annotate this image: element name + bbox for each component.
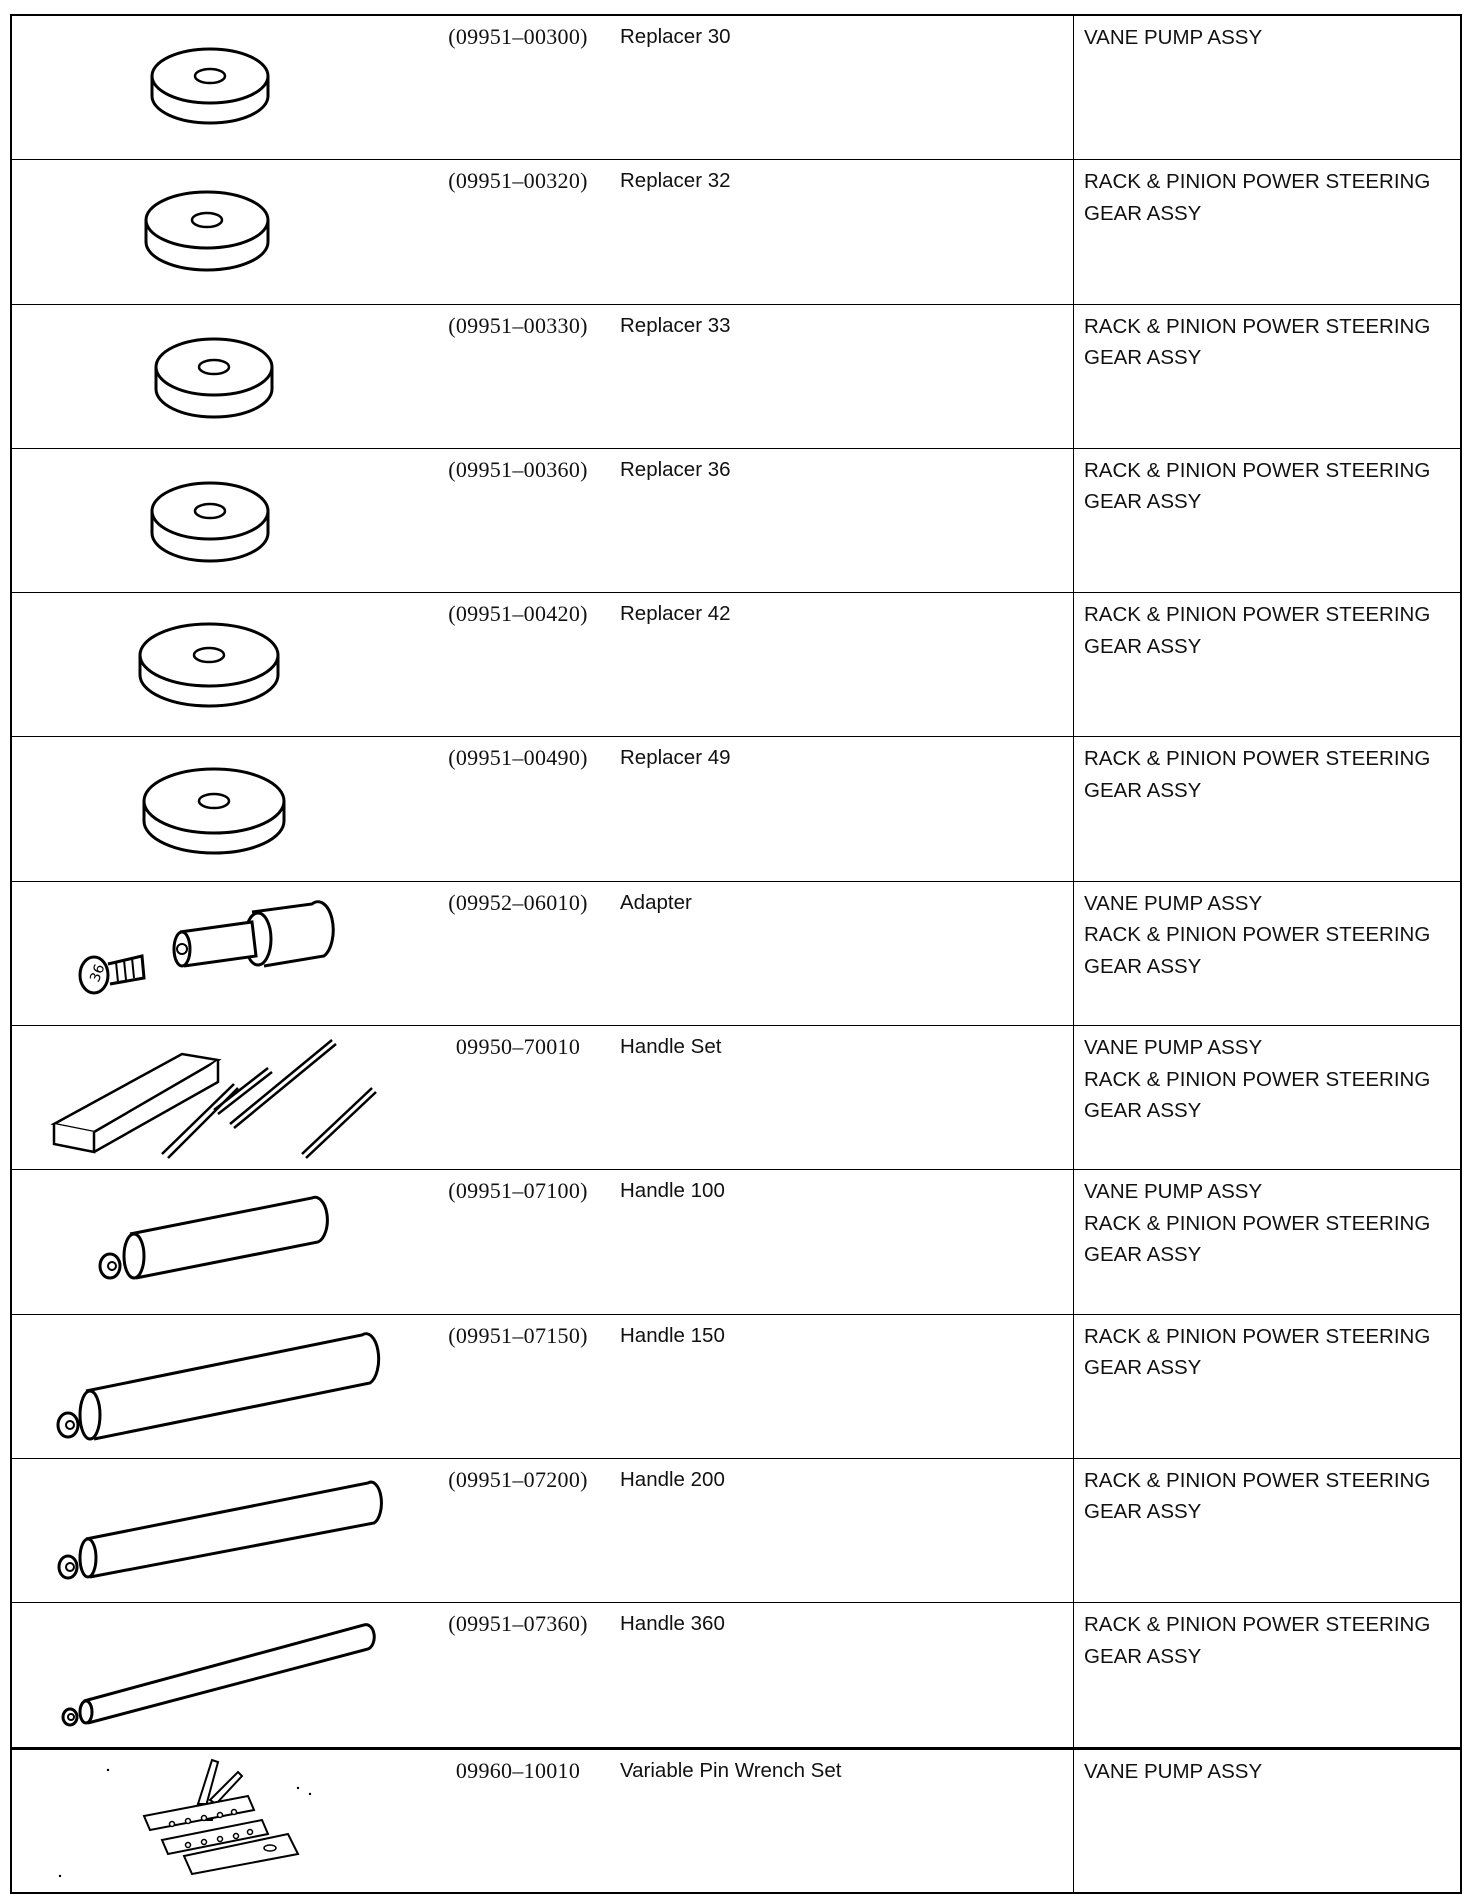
usage-line: GEAR ASSY [1084,634,1202,658]
part-number: (09951–07360) [448,1611,588,1637]
table-row [12,1170,1460,1314]
usage-line: GEAR ASSY [1084,778,1202,802]
tool-name: Replacer 36 [612,449,1074,592]
tool-usage [1074,1750,1460,1892]
tool-name: Adapter [612,882,1074,1025]
part-number: (09951–07100) [448,1178,588,1204]
tool-usage [1074,449,1460,592]
part-number: 09950–70010 [455,1034,581,1060]
table-row [12,1026,1460,1170]
svg-text:36: 36 [87,961,109,985]
part-number: 09960–10010 [455,1757,581,1783]
part-number: (09951–00320) [448,168,588,194]
tool-name: Replacer 33 [612,305,1074,448]
usage-line: GEAR ASSY [1084,1644,1202,1668]
table-row [12,16,1460,160]
tool-name: Replacer 49 [612,737,1074,880]
replacer-disc-icon [12,449,424,593]
tool-usage [1074,1315,1460,1458]
tool-usage [1074,882,1460,1025]
handle-icon [12,1315,424,1459]
table-row [12,737,1460,881]
usage-line: RACK & PINION POWER STEERING [1084,170,1431,194]
tool-usage [1074,737,1460,880]
table-row [12,1748,1460,1892]
table-row [12,882,1460,1026]
usage-line: GEAR ASSY [1084,954,1202,978]
tool-name: Handle 150 [612,1315,1074,1458]
usage-line: GEAR ASSY [1084,1099,1202,1123]
adapter-icon [12,882,424,1026]
tool-illustration [12,1750,424,1892]
handle-icon [12,1603,424,1747]
handle-icon [12,1459,424,1603]
tool-usage [1074,305,1460,448]
part-number: (09951–07200) [448,1466,588,1492]
tool-usage [1074,1170,1460,1313]
replacer-disc-icon [12,16,424,160]
usage-line: VANE PUMP ASSY [1084,1180,1263,1204]
table-row [12,1315,1460,1459]
tool-name: Replacer 42 [612,593,1074,736]
usage-line: RACK & PINION POWER STEERING [1084,1211,1431,1235]
part-number: (09951–07150) [448,1322,588,1348]
part-number: (09952–06010) [448,889,588,915]
usage-line: RACK & PINION POWER STEERING [1084,747,1431,771]
tool-illustration [12,16,424,159]
tool-illustration [12,737,424,880]
usage-line: VANE PUMP ASSY [1084,1036,1263,1060]
tool-illustration [12,1170,424,1313]
tool-name: Replacer 30 [612,16,1074,159]
tool-usage [1074,16,1460,159]
replacer-disc-icon [12,160,424,304]
tool-name: Handle 200 [612,1459,1074,1602]
part-number: (09951–00330) [448,312,588,338]
tool-name: Handle Set [612,1026,1074,1169]
tool-illustration [12,1459,424,1602]
tool-name: Replacer 32 [612,160,1074,303]
tool-illustration [12,1315,424,1458]
handle-set-icon [12,1026,424,1170]
part-number: (09951–00420) [448,601,588,627]
handle-icon [12,1170,424,1314]
part-number: (09951–00360) [448,456,588,482]
tool-usage [1074,1459,1460,1602]
part-number: (09951–00490) [448,745,588,771]
usage-line: RACK & PINION POWER STEERING [1084,314,1431,338]
tool-illustration [12,160,424,303]
usage-line: RACK & PINION POWER STEERING [1084,458,1431,482]
tool-name: Handle 100 [612,1170,1074,1313]
usage-line: RACK & PINION POWER STEERING [1084,1324,1431,1348]
tool-usage [1074,1026,1460,1169]
tool-illustration [12,1026,424,1169]
special-tools-table [10,14,1462,1894]
tool-illustration [12,882,424,1025]
tool-name: Handle 360 [612,1603,1074,1746]
usage-line: RACK & PINION POWER STEERING [1084,1468,1431,1492]
table-row [12,449,1460,593]
tool-usage [1074,1603,1460,1746]
replacer-disc-icon [12,305,424,449]
usage-line: GEAR ASSY [1084,1356,1202,1380]
table-row [12,1603,1460,1747]
usage-line: VANE PUMP ASSY [1084,26,1263,49]
replacer-disc-icon [12,593,424,737]
tool-illustration [12,1603,424,1746]
usage-line: GEAR ASSY [1084,201,1202,225]
usage-line: RACK & PINION POWER STEERING [1084,923,1431,947]
tool-illustration [12,593,424,736]
tool-name: Variable Pin Wrench Set [612,1750,1074,1892]
usage-line: VANE PUMP ASSY [1084,891,1263,915]
usage-line: VANE PUMP ASSY [1084,1759,1263,1783]
table-row [12,593,1460,737]
tool-usage [1074,593,1460,736]
usage-line: GEAR ASSY [1084,1243,1202,1267]
usage-line: RACK & PINION POWER STEERING [1084,1067,1431,1091]
tool-illustration [12,305,424,448]
usage-line: RACK & PINION POWER STEERING [1084,1613,1431,1637]
tool-illustration [12,449,424,592]
table-row [12,305,1460,449]
usage-line: GEAR ASSY [1084,1500,1202,1524]
usage-line: RACK & PINION POWER STEERING [1084,603,1431,627]
usage-line: GEAR ASSY [1084,346,1202,370]
part-number: (09951–00300) [448,24,588,49]
replacer-disc-icon [12,737,424,881]
usage-line: GEAR ASSY [1084,490,1202,514]
tool-usage [1074,160,1460,303]
table-row [12,160,1460,304]
table-row [12,1459,1460,1603]
pin-wrench-set-icon [12,1750,424,1894]
